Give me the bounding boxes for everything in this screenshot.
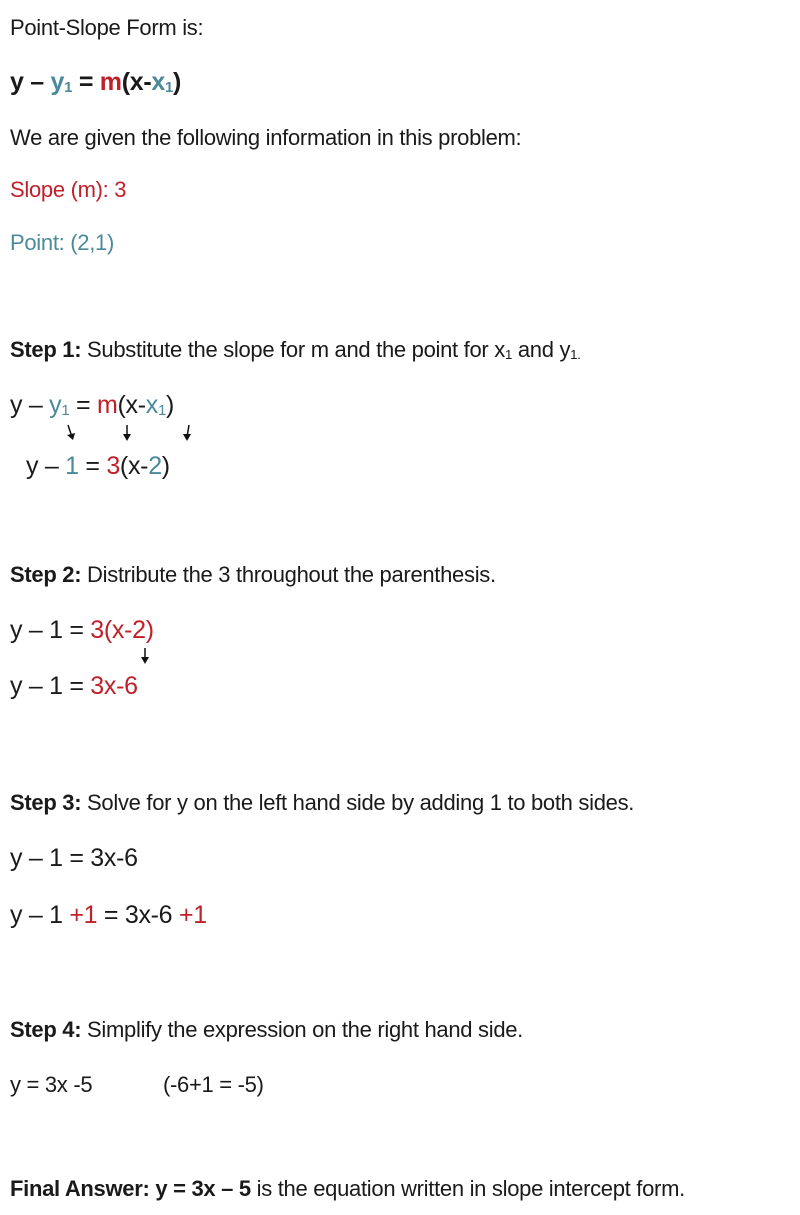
step4-result: y = 3x -5 xyxy=(10,1072,93,1097)
given-point: Point: (2,1) xyxy=(10,230,115,255)
step1-label: Step 1: xyxy=(10,337,82,362)
formula-minus: – xyxy=(23,68,51,96)
step3-line2: y – 1 +1 = 3x-6 +1 xyxy=(10,901,207,929)
step1-formula: $y - y_1 = m(x-x_1)$ xyxy=(10,391,175,419)
step4-heading: Step 4: Simplify the expression on the right hand side. xyxy=(10,1017,523,1042)
given-slope: Slope (m): 3 xyxy=(10,177,127,202)
formula-m: m xyxy=(99,68,122,96)
step2-heading: Step 2: Distribute the 3 throughout the parenthesis. xyxy=(10,562,496,587)
point-slope-formula xyxy=(10,68,181,102)
formula-close: ) xyxy=(173,68,182,96)
step4-note: (-6+1 = -5) xyxy=(163,1072,264,1097)
step1-heading: Step 1: Substitute the slope for m and the point for $x_1$ and $y_{1.}$ xyxy=(10,337,581,362)
formula-eq: = xyxy=(72,68,100,96)
step2-line2: y – 1 = 3x-6 xyxy=(10,672,138,700)
arrow-down-icon xyxy=(180,424,194,442)
arrow-down-icon xyxy=(64,424,78,442)
given-text: We are given the following information in this problem: xyxy=(10,125,522,150)
step2-line1: y – 1 = 3(x-2) xyxy=(10,616,154,644)
step1-result: y – 1 = 3(x-2) xyxy=(26,452,170,480)
formula-y: y xyxy=(10,68,24,96)
formula-x1: $x_1$ xyxy=(151,68,174,96)
intro-title: Point-Slope Form is: xyxy=(10,15,204,40)
arrow-down-icon xyxy=(120,424,134,442)
formula-open: (x- xyxy=(121,68,152,96)
step3-line1: y – 1 = 3x-6 xyxy=(10,844,138,872)
step3-heading: Step 3: Solve for y on the left hand side by adding 1 to both sides. xyxy=(10,790,635,815)
arrow-down-icon xyxy=(138,647,152,665)
formula-y1: $y_1$ xyxy=(50,68,73,96)
final-answer: Final Answer: y = 3x – 5 is the equation written in slope intercept form. xyxy=(10,1176,685,1201)
